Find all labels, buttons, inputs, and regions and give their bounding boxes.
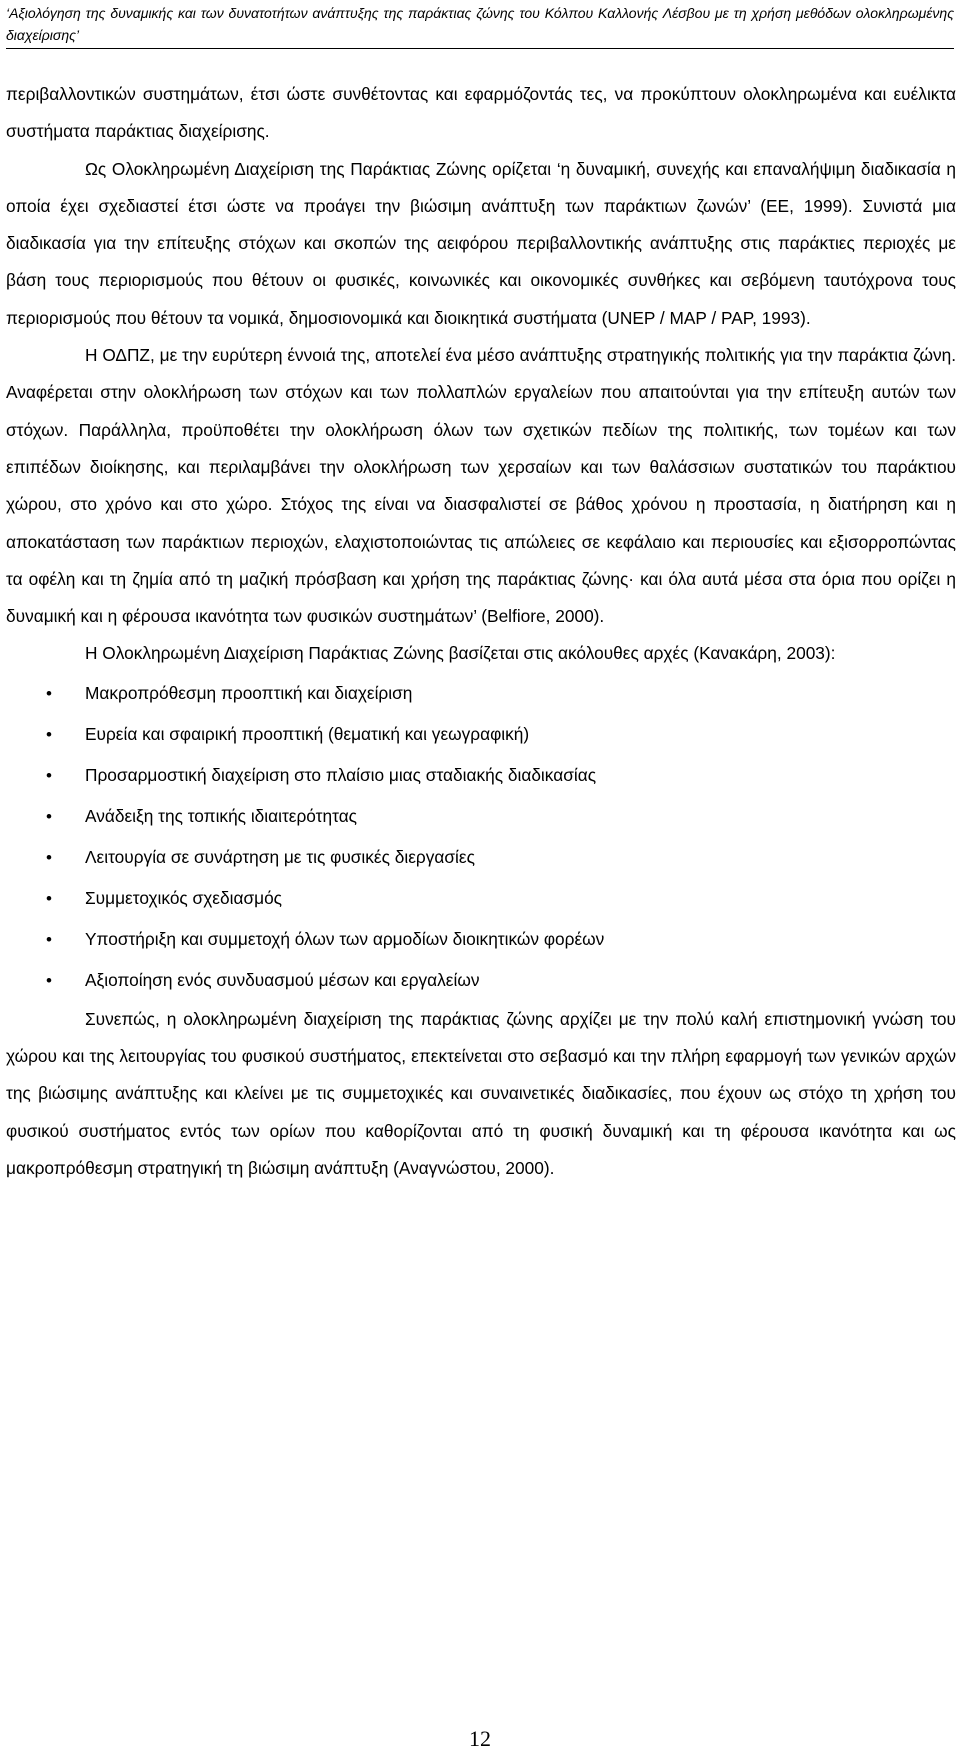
list-item-text: Μακροπρόθεσμη προοπτική και διαχείριση (85, 682, 413, 703)
paragraph-2: Ως Ολοκληρωμένη Διαχείριση της Παράκτιας Ζώνης ορίζεται ‘η δυναμική, συνεχής και επαναλήψιμη διαδικασία η οποία έχει σχεδιαστεί έτσι ώστε να προάγει την βιώσιμη ανάπτυξη των παράκτιων ζωνών’ (ΕΕ, 1999). Συνιστά μια διαδικασία για την επίτευξης στόχων και σκοπών της αειφόρου περιβαλλοντικής ανάπτυξης στις παράκτιες περιοχές με βάση τους περιορισμούς που θέτουν οι φυσικές, κοινωνικές και οικονομικές συνθήκες και σεβόμενη ταυτόχρονα τους περιορισμούς που θέτουν τα νομικά, δημοσιονομικά και διοικητικά συστήματα (UNEP / MAP / PAP, 1993). (6, 158, 956, 328)
list-item-text: Ευρεία και σφαιρική προοπτική (θεματική και γεωγραφική) (85, 723, 530, 744)
list-item (6, 714, 956, 755)
list-item (6, 755, 956, 796)
list-item (6, 673, 956, 714)
document-body (6, 76, 956, 1187)
header-divider (6, 48, 954, 49)
list-item-text: Συμμετοχικός σχεδιασμός (85, 887, 283, 908)
bullet-icon: • (46, 765, 52, 785)
bullet-icon: • (46, 724, 52, 744)
page-number: 12 (469, 1726, 491, 1751)
list-item-text: Προσαρμοστική διαχείριση στο πλαίσιο μιας σταδιακής διαδικασίας (85, 764, 597, 785)
paragraph-4: Η Ολοκληρωμένη Διαχείριση Παράκτιας Ζώνης βασίζεται στις ακόλουθες αρχές (Κανακάρη, 2003): (85, 643, 836, 664)
list-item-text: Λειτουργία σε συνάρτηση με τις φυσικές διεργασίες (85, 846, 475, 867)
list-item-text: Υποστήριξη και συμμετοχή όλων των αρμοδίων διοικητικών φορέων (85, 928, 605, 949)
bullet-icon: • (46, 806, 52, 826)
paragraph-3: Η ΟΔΠΖ, με την ευρύτερη έννοιά της, αποτελεί ένα μέσο ανάπτυξης στρατηγικής πολιτικής για την παράκτια ζώνη. Αναφέρεται στην ολοκλήρωση των στόχων και των πολλαπλών εργαλείων που απαιτούνται για την επίτευξη αυτών των στόχων. Παράλληλα, προϋποθέτει την ολοκλήρωση όλων των σχετικών πεδίων της πολιτικής, των τομέων και των επιπέδων διοίκησης, και περιλαμβάνει την ολοκλήρωση των χερσαίων και των θαλάσσιων συστατικών του παράκτιου χώρου, στο χρόνο και στο χώρο. Στόχος της είναι να διασφαλιστεί σε βάθος χρόνου η προστασία, η διατήρηση και η αποκατάσταση των παράκτιων περιοχών, ελαχιστοποιώντας τις απώλειες σε κεφάλαιο και περιουσίες και εξισορροπώντας τα οφέλη και τη ζημία από τη μαζική πρόσβαση και χρήση της παράκτιας ζώνης· και όλα αυτά μέσα στα όρια που ορίζει η δυναμική και η φέρουσα ικανότητα των φυσικών συστημάτων’ (Belfiore, 2000). (6, 345, 956, 627)
bullet-icon: • (46, 929, 52, 949)
list-item (6, 796, 956, 837)
bullet-icon: • (46, 847, 52, 867)
bullet-icon: • (46, 683, 52, 703)
running-header: ‘Αξιολόγηση της δυναμικής και των δυνατοτήτων ανάπτυξης της παράκτιας ζώνης του Κόλπου Καλλονής Λέσβου με τη χρήση μεθόδων ολοκληρωμένης διαχείρισης’ (6, 5, 954, 43)
list-item (6, 919, 956, 960)
bullet-icon: • (46, 888, 52, 908)
list-item (6, 878, 956, 919)
list-item-text: Ανάδειξη της τοπικής ιδιαιτερότητας (85, 805, 358, 826)
list-item (6, 837, 956, 878)
paragraph-1: περιβαλλοντικών συστημάτων, έτσι ώστε συνθέτοντας και εφαρμόζοντάς τες, να προκύπτουν ολοκληρωμένα και ευέλικτα συστήματα παράκτιας διαχείρισης. (6, 84, 956, 142)
bullet-icon: • (46, 970, 52, 990)
list-item-text: Αξιοποίηση ενός συνδυασμού μέσων και εργαλείων (85, 969, 480, 990)
paragraph-5: Συνεπώς, η ολοκληρωμένη διαχείριση της παράκτιας ζώνης αρχίζει με την πολύ καλή επιστημονική γνώση του χώρου και της λειτουργίας του φυσικού συστήματος, επεκτείνεται στο σεβασμό και την πλήρη εφαρμογή των γενικών αρχών της βιώσιμης ανάπτυξης και κλείνει με τις συμμετοχικές και συναινετικές διαδικασίες, που έχουν ως στόχο τη χρήση του φυσικού συστήματος εντός των ορίων που καθορίζονται από τη φυσική δυναμική και τη φέρουσα ικανότητα και ως μακροπρόθεσμη στρατηγική τη βιώσιμη ανάπτυξη (Αναγνώστου, 2000). (6, 1008, 956, 1178)
list-item (6, 960, 956, 1001)
principles-list (6, 673, 956, 1001)
